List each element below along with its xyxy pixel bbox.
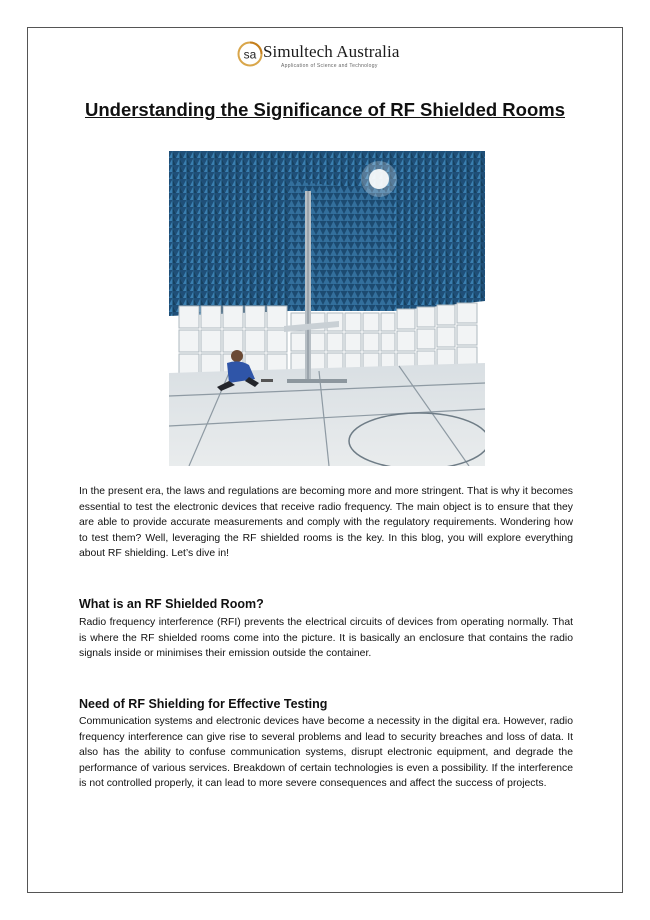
section-body-what-is-rf-shielded-room: Radio frequency interference (RFI) prevents the electrical circuits of devices from operating normally. That is where the RF shielded rooms come into the picture. It is basically an enclosure that contains the radio signals inside or minimises their emission outside the container. (79, 617, 573, 659)
page-title: Understanding the Significance of RF Shielded Rooms (84, 99, 565, 120)
logo-letters: sa (243, 47, 257, 62)
section-heading-need-of-rf-shielding: Need of RF Shielding for Effective Testing (79, 697, 328, 711)
hero-image (169, 151, 485, 466)
intro-paragraph: In the present era, the laws and regulations are becoming more and more stringent. That is why it becomes essential to test the electronic devices that receive radio frequency. The main object is to ensure that they are able to provide accurate measurements and comply with the regulatory requirements. Wondering how to test them? Well, leveraging the RF shielded rooms is the key. In this blog, you will explore everything about RF shielding. Let’s dive in! (79, 486, 573, 559)
brand-name: Simultech Australia (263, 42, 400, 61)
section-heading-what-is-rf-shielded-room: What is an RF Shielded Room? (79, 597, 264, 611)
brand-tagline: Application of Science and Technology (281, 63, 378, 69)
anechoic-chamber-illustration (169, 151, 485, 466)
brand-header (237, 41, 437, 75)
section-body-need-of-rf-shielding: Communication systems and electronic devices have become a necessity in the digital era. However, radio frequency interference can give rise to several problems and lead to security breaches and loss of data. It also has the ability to confuse communication systems, disrupt electronic equipment, and degrade the performance of various services. Breakdown of certain technologies is even a possibility. If the interference is not controlled properly, it can lead to more severe consequences and affect the success of projects. (79, 716, 573, 789)
simultech-logo-icon (237, 41, 263, 67)
